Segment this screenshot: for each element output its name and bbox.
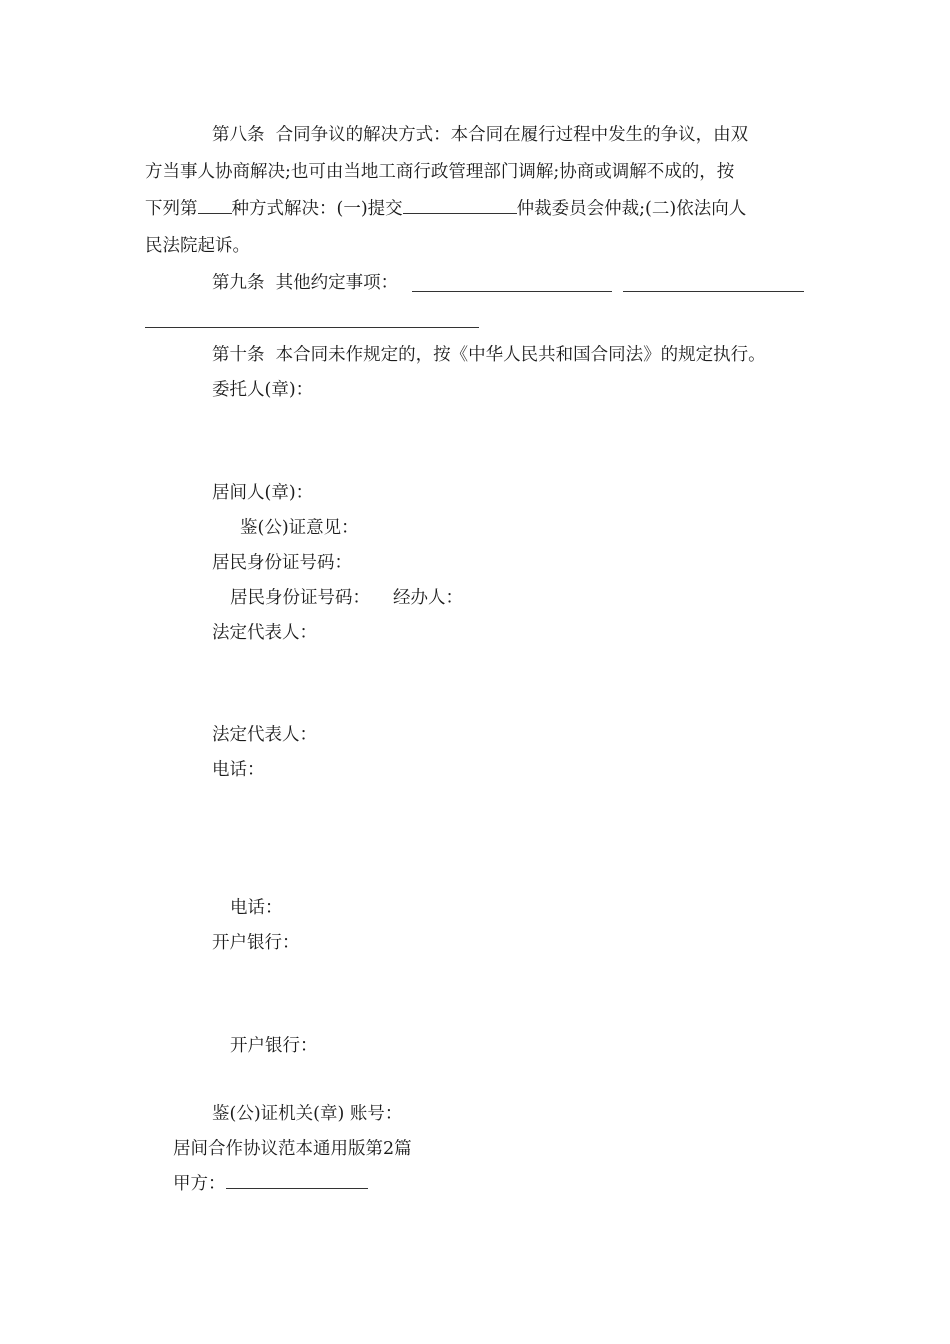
article-8-heading: 第八条 — [212, 125, 265, 145]
other-terms-blank-3 — [145, 327, 479, 328]
article-8-text: 合同争议的解决方式：本合同在履行过程中发生的争议，由双 — [275, 125, 749, 145]
intermediary-seal-label: 居间人(章)： — [212, 483, 314, 503]
handler-label: 经办人： — [393, 588, 463, 608]
article-8-line-1 — [212, 117, 748, 153]
article-10-line — [212, 337, 766, 373]
article-9-line — [212, 265, 398, 301]
party-a-line — [173, 1166, 368, 1202]
party-a-blank — [226, 1168, 368, 1189]
article-9-heading: 第九条 — [212, 273, 265, 293]
party-a-label: 甲方： — [173, 1174, 226, 1194]
phone-label-2: 电话： — [230, 898, 283, 918]
bank-label-2: 开户银行： — [230, 1036, 318, 1056]
article-8-line-2: 方当事人协商解决;也可由当地工商行政管理部门调解;协商或调解不成的，按 — [145, 162, 735, 182]
id-number-label-2: 居民身份证号码： — [230, 588, 370, 608]
article-8-line-3-part-c: 仲裁委员会仲裁;(二)依法向人 — [516, 199, 747, 219]
article-8-line-4: 民法院起诉。 — [145, 236, 250, 256]
legal-rep-label-1: 法定代表人： — [212, 623, 317, 643]
article-10-heading: 第十条 — [212, 345, 265, 365]
article-8-line-3-part-a: 下列第 — [145, 199, 198, 219]
id-number-label-1: 居民身份证号码： — [212, 553, 352, 573]
notary-office-seal-label: 鉴(公)证机关(章) — [212, 1104, 345, 1124]
section-2-title: 居间合作协议范本通用版第2篇 — [173, 1139, 412, 1159]
arbitration-commission-blank — [403, 193, 517, 214]
bank-label-1: 开户银行： — [212, 933, 300, 953]
article-9-text: 其他约定事项： — [275, 273, 399, 293]
article-8-line-3 — [145, 191, 746, 227]
other-terms-blank-2 — [623, 291, 804, 292]
method-number-blank — [198, 193, 232, 214]
other-terms-blank-1 — [412, 291, 612, 292]
notary-opinion-label: 鉴(公)证意见： — [240, 518, 359, 538]
legal-rep-label-2: 法定代表人： — [212, 725, 317, 745]
principal-seal-label: 委托人(章)： — [212, 380, 314, 400]
account-label: 账号： — [349, 1104, 403, 1124]
article-8-line-3-part-b: 种方式解决：(一)提交 — [231, 199, 403, 219]
notary-office-line — [212, 1096, 402, 1132]
article-10-text: 本合同未作规定的，按《中华人民共和国合同法》的规定执行。 — [275, 345, 766, 365]
phone-label-1: 电话： — [212, 760, 265, 780]
